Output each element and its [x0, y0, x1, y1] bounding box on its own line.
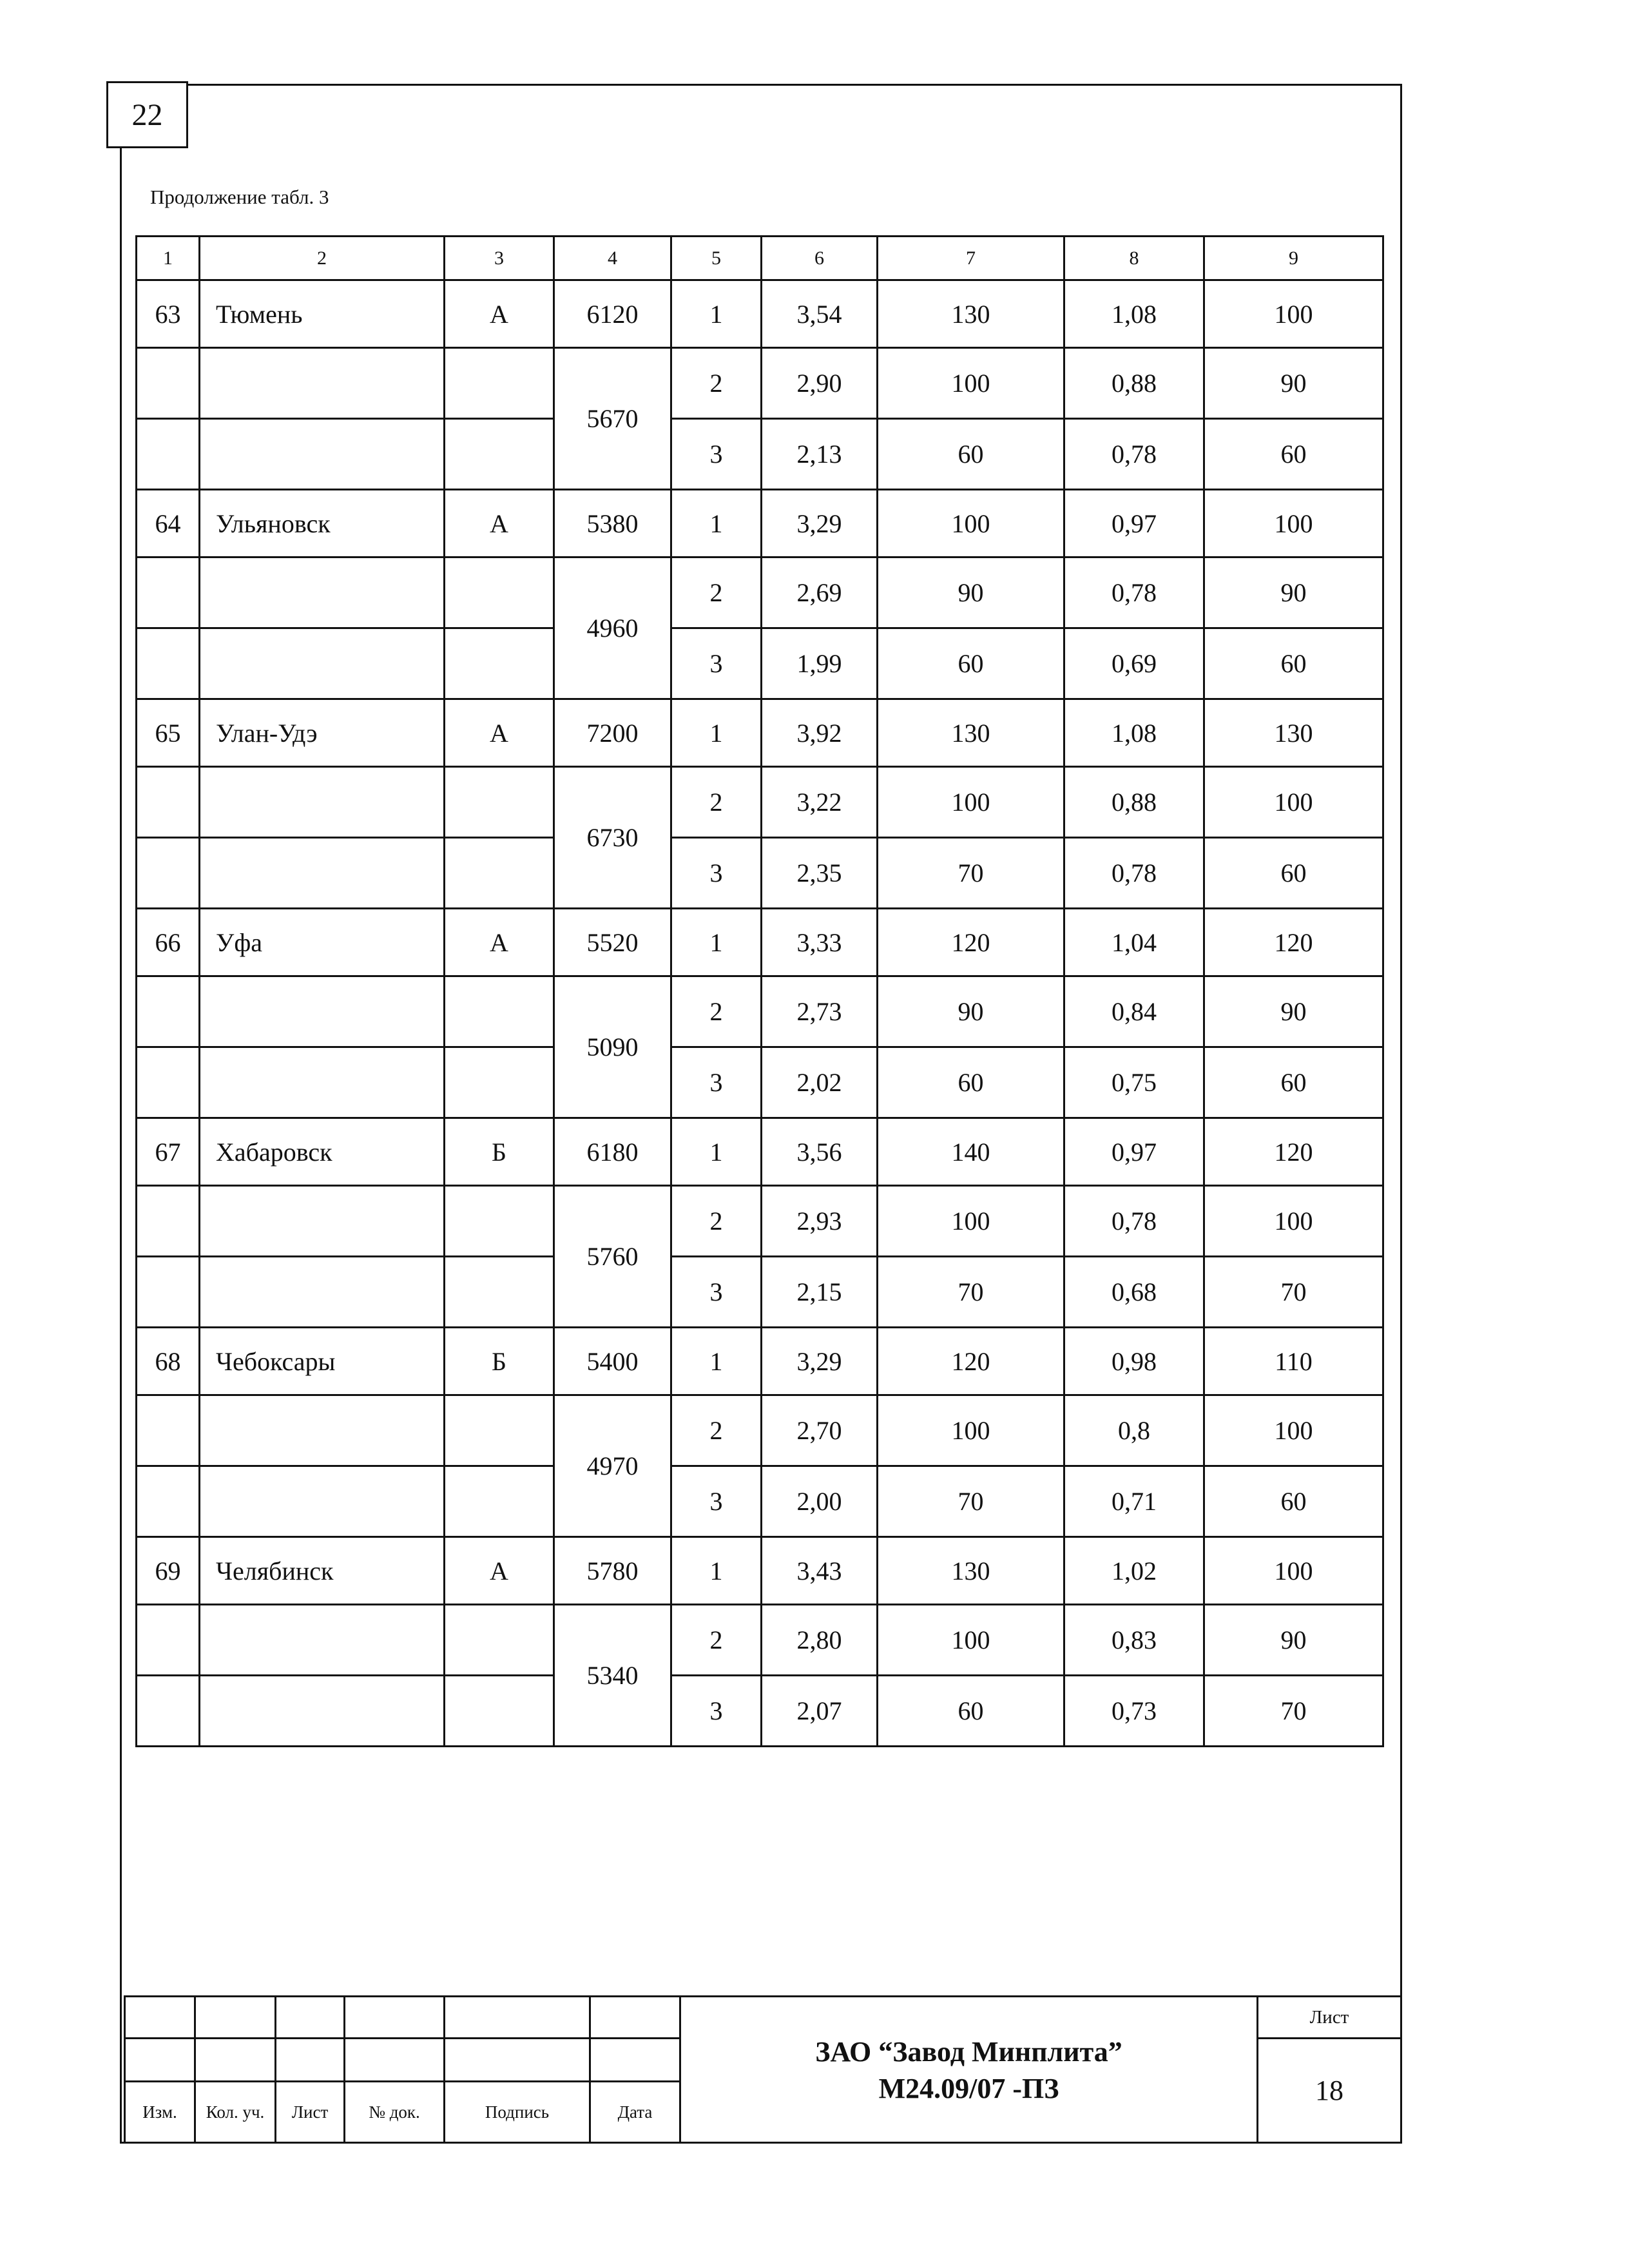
value-cell: 0,78 — [1064, 557, 1204, 628]
table-row — [137, 1047, 1383, 1118]
header-cell: 4 — [554, 237, 671, 280]
city-cell — [200, 1466, 445, 1537]
city-cell — [200, 557, 445, 628]
zone-cell — [445, 419, 554, 490]
table-row — [137, 490, 1383, 557]
row-number-cell — [137, 1395, 200, 1466]
value-cell: 3,33 — [762, 909, 878, 976]
row-number-cell: 68 — [137, 1328, 200, 1395]
zone-cell: А — [445, 490, 554, 557]
value-cell: 60 — [878, 419, 1064, 490]
row-number-cell — [137, 1605, 200, 1676]
zone-cell — [445, 348, 554, 419]
value-cell: 1 — [671, 1118, 762, 1186]
table-caption: Продолжение табл. 3 — [150, 186, 329, 208]
value-cell: 120 — [878, 1328, 1064, 1395]
city-cell: Улан-Удэ — [200, 699, 445, 767]
value-cell: 2 — [671, 1186, 762, 1257]
value-cell: 120 — [1204, 1118, 1383, 1186]
row-number-cell: 65 — [137, 699, 200, 767]
value-cell: 110 — [1204, 1328, 1383, 1395]
stamp-cell — [445, 1997, 590, 2039]
value-cell: 3 — [671, 1676, 762, 1747]
value-cell: 100 — [878, 767, 1064, 838]
stamp-cell — [276, 1997, 345, 2039]
zone-cell: А — [445, 909, 554, 976]
value-cell: 90 — [1204, 1605, 1383, 1676]
value-cell: 3,54 — [762, 280, 878, 348]
row-number-cell — [137, 1047, 200, 1118]
stamp-cell — [445, 2039, 590, 2082]
city-cell — [200, 767, 445, 838]
value-cell: 70 — [878, 838, 1064, 909]
city-cell — [200, 348, 445, 419]
value-cell: 0,97 — [1064, 490, 1204, 557]
value-cell: 2,93 — [762, 1186, 878, 1257]
value-cell: 60 — [878, 628, 1064, 699]
zone-cell — [445, 1605, 554, 1676]
stamp-cell — [276, 2039, 345, 2082]
stamp-cell — [125, 2039, 195, 2082]
row-number-cell — [137, 557, 200, 628]
zone-cell — [445, 1257, 554, 1328]
value-cell: 0,75 — [1064, 1047, 1204, 1118]
value-cell: 3 — [671, 1257, 762, 1328]
header-cell: 3 — [445, 237, 554, 280]
value-cell: 130 — [878, 699, 1064, 767]
value-cell: 100 — [1204, 490, 1383, 557]
header-cell: 5 — [671, 237, 762, 280]
city-cell — [200, 1186, 445, 1257]
table-row — [137, 1605, 1383, 1676]
value-cell: 3,29 — [762, 490, 878, 557]
value-cell: 2 — [671, 1605, 762, 1676]
value-cell: 0,69 — [1064, 628, 1204, 699]
value-cell: 3 — [671, 419, 762, 490]
col4-cell: 7200 — [554, 699, 671, 767]
value-cell: 2 — [671, 976, 762, 1047]
stamp-cell — [590, 1997, 680, 2039]
city-cell — [200, 976, 445, 1047]
row-number-cell: 64 — [137, 490, 200, 557]
value-cell: 60 — [1204, 628, 1383, 699]
page-number: 22 — [106, 81, 188, 148]
value-cell: 3,43 — [762, 1537, 878, 1605]
value-cell: 2 — [671, 557, 762, 628]
col4-cell: 5090 — [554, 976, 671, 1118]
value-cell: 60 — [1204, 1047, 1383, 1118]
row-number-cell — [137, 1257, 200, 1328]
value-cell: 70 — [1204, 1257, 1383, 1328]
col4-cell: 5380 — [554, 490, 671, 557]
table-row — [137, 838, 1383, 909]
city-cell — [200, 838, 445, 909]
value-cell: 70 — [878, 1466, 1064, 1537]
stamp-cell — [125, 1997, 195, 2039]
zone-cell — [445, 1186, 554, 1257]
table-row — [137, 767, 1383, 838]
value-cell: 60 — [1204, 838, 1383, 909]
zone-cell: А — [445, 699, 554, 767]
value-cell: 1 — [671, 490, 762, 557]
header-row — [137, 237, 1383, 280]
value-cell: 0,8 — [1064, 1395, 1204, 1466]
value-cell: 60 — [1204, 419, 1383, 490]
header-cell: 8 — [1064, 237, 1204, 280]
table-row — [137, 1676, 1383, 1747]
value-cell: 100 — [878, 1186, 1064, 1257]
table-row — [137, 628, 1383, 699]
zone-cell — [445, 557, 554, 628]
stamp-cell — [590, 2039, 680, 2082]
value-cell: 90 — [878, 976, 1064, 1047]
value-cell: 70 — [878, 1257, 1064, 1328]
value-cell: 3,56 — [762, 1118, 878, 1186]
city-cell — [200, 1395, 445, 1466]
col4-cell: 5340 — [554, 1605, 671, 1747]
value-cell: 100 — [1204, 1537, 1383, 1605]
table-body — [137, 237, 1383, 1747]
stamp-label-change: Изм. — [125, 2082, 195, 2143]
table-row — [137, 1466, 1383, 1537]
row-number-cell — [137, 976, 200, 1047]
col4-cell: 4970 — [554, 1395, 671, 1537]
value-cell: 130 — [878, 1537, 1064, 1605]
value-cell: 0,83 — [1064, 1605, 1204, 1676]
value-cell: 60 — [1204, 1466, 1383, 1537]
col4-cell: 4960 — [554, 557, 671, 699]
value-cell: 3,29 — [762, 1328, 878, 1395]
value-cell: 100 — [1204, 767, 1383, 838]
stamp-cell — [345, 2039, 445, 2082]
stamp-cell — [195, 2039, 276, 2082]
table-row — [137, 1537, 1383, 1605]
zone-cell — [445, 1395, 554, 1466]
value-cell: 60 — [878, 1676, 1064, 1747]
value-cell: 90 — [1204, 976, 1383, 1047]
value-cell: 90 — [1204, 557, 1383, 628]
row-number-cell: 66 — [137, 909, 200, 976]
zone-cell: Б — [445, 1328, 554, 1395]
row-number-cell — [137, 1186, 200, 1257]
value-cell: 100 — [878, 348, 1064, 419]
row-number-cell — [137, 838, 200, 909]
value-cell: 0,97 — [1064, 1118, 1204, 1186]
value-cell: 100 — [1204, 1395, 1383, 1466]
table-row — [137, 419, 1383, 490]
value-cell: 3 — [671, 628, 762, 699]
city-cell — [200, 628, 445, 699]
row-number-cell — [137, 348, 200, 419]
table-row — [137, 976, 1383, 1047]
value-cell: 100 — [1204, 1186, 1383, 1257]
value-cell: 3,92 — [762, 699, 878, 767]
table-row — [137, 1257, 1383, 1328]
sheet-label: Лист — [1258, 1997, 1401, 2039]
value-cell: 60 — [878, 1047, 1064, 1118]
city-cell: Чебоксары — [200, 1328, 445, 1395]
row-number-cell — [137, 767, 200, 838]
city-cell: Тюмень — [200, 280, 445, 348]
zone-cell: А — [445, 1537, 554, 1605]
zone-cell — [445, 838, 554, 909]
col4-cell: 5670 — [554, 348, 671, 490]
value-cell: 2,07 — [762, 1676, 878, 1747]
table-row — [137, 1118, 1383, 1186]
value-cell: 1 — [671, 280, 762, 348]
value-cell: 1,02 — [1064, 1537, 1204, 1605]
stamp-label-sheet: Лист — [276, 2082, 345, 2143]
col4-cell: 5780 — [554, 1537, 671, 1605]
zone-cell — [445, 628, 554, 699]
value-cell: 2,80 — [762, 1605, 878, 1676]
table-row — [137, 280, 1383, 348]
stamp-label-doc-number: № док. — [345, 2082, 445, 2143]
stamp-label-count: Кол. уч. — [195, 2082, 276, 2143]
row-number-cell: 69 — [137, 1537, 200, 1605]
zone-cell — [445, 1676, 554, 1747]
data-table — [135, 235, 1384, 1747]
value-cell: 2 — [671, 1395, 762, 1466]
stamp-cell — [345, 1997, 445, 2039]
table-row — [137, 1328, 1383, 1395]
value-cell: 90 — [1204, 348, 1383, 419]
value-cell: 0,68 — [1064, 1257, 1204, 1328]
value-cell: 1,99 — [762, 628, 878, 699]
value-cell: 0,98 — [1064, 1328, 1204, 1395]
col4-cell: 5760 — [554, 1186, 671, 1328]
stamp-label-date: Дата — [590, 2082, 680, 2143]
value-cell: 0,71 — [1064, 1466, 1204, 1537]
value-cell: 2 — [671, 767, 762, 838]
value-cell: 2,00 — [762, 1466, 878, 1537]
value-cell: 2,02 — [762, 1047, 878, 1118]
table-row — [137, 699, 1383, 767]
city-cell: Челябинск — [200, 1537, 445, 1605]
city-cell — [200, 419, 445, 490]
value-cell: 100 — [1204, 280, 1383, 348]
table-row — [137, 1395, 1383, 1466]
city-cell — [200, 1676, 445, 1747]
zone-cell — [445, 976, 554, 1047]
value-cell: 1 — [671, 699, 762, 767]
value-cell: 2,90 — [762, 348, 878, 419]
header-cell: 2 — [200, 237, 445, 280]
col4-cell: 5520 — [554, 909, 671, 976]
table-row — [137, 557, 1383, 628]
stamp-label-signature: Подпись — [445, 2082, 590, 2143]
table-row — [137, 348, 1383, 419]
value-cell: 3 — [671, 838, 762, 909]
value-cell: 0,88 — [1064, 767, 1204, 838]
zone-cell — [445, 1466, 554, 1537]
value-cell: 100 — [878, 1605, 1064, 1676]
zone-cell: Б — [445, 1118, 554, 1186]
city-cell: Уфа — [200, 909, 445, 976]
value-cell: 130 — [878, 280, 1064, 348]
header-cell: 6 — [762, 237, 878, 280]
value-cell: 2,13 — [762, 419, 878, 490]
row-number-cell — [137, 419, 200, 490]
city-cell: Ульяновск — [200, 490, 445, 557]
city-cell — [200, 1047, 445, 1118]
value-cell: 3 — [671, 1047, 762, 1118]
value-cell: 120 — [878, 909, 1064, 976]
city-cell — [200, 1257, 445, 1328]
value-cell: 2,35 — [762, 838, 878, 909]
value-cell: 2,73 — [762, 976, 878, 1047]
stamp-title — [680, 1997, 1258, 2143]
header-cell: 7 — [878, 237, 1064, 280]
header-cell: 9 — [1204, 237, 1383, 280]
col4-cell: 6730 — [554, 767, 671, 909]
city-cell — [200, 1605, 445, 1676]
value-cell: 1 — [671, 1328, 762, 1395]
row-number-cell — [137, 1676, 200, 1747]
value-cell: 2,69 — [762, 557, 878, 628]
col4-cell: 5400 — [554, 1328, 671, 1395]
value-cell: 0,78 — [1064, 838, 1204, 909]
value-cell: 1,08 — [1064, 699, 1204, 767]
value-cell: 2,70 — [762, 1395, 878, 1466]
value-cell: 120 — [1204, 909, 1383, 976]
document-code: М24.09/07 -ПЗ — [878, 2072, 1059, 2104]
header-cell: 1 — [137, 237, 200, 280]
table-row — [137, 909, 1383, 976]
stamp-cell — [195, 1997, 276, 2039]
value-cell: 3,22 — [762, 767, 878, 838]
value-cell: 0,73 — [1064, 1676, 1204, 1747]
value-cell: 0,78 — [1064, 419, 1204, 490]
city-cell: Хабаровск — [200, 1118, 445, 1186]
col4-cell: 6120 — [554, 280, 671, 348]
row-number-cell — [137, 1466, 200, 1537]
value-cell: 100 — [878, 1395, 1064, 1466]
value-cell: 2 — [671, 348, 762, 419]
value-cell: 0,88 — [1064, 348, 1204, 419]
col4-cell: 6180 — [554, 1118, 671, 1186]
value-cell: 1 — [671, 909, 762, 976]
value-cell: 130 — [1204, 699, 1383, 767]
zone-cell — [445, 1047, 554, 1118]
zone-cell — [445, 767, 554, 838]
value-cell: 0,78 — [1064, 1186, 1204, 1257]
value-cell: 1,08 — [1064, 280, 1204, 348]
table-row — [137, 1186, 1383, 1257]
value-cell: 100 — [878, 490, 1064, 557]
company-name: ЗАО “Завод Минплита” — [815, 2035, 1122, 2068]
value-cell: 3 — [671, 1466, 762, 1537]
row-number-cell: 63 — [137, 280, 200, 348]
value-cell: 2,15 — [762, 1257, 878, 1328]
value-cell: 90 — [878, 557, 1064, 628]
zone-cell: А — [445, 280, 554, 348]
value-cell: 1 — [671, 1537, 762, 1605]
value-cell: 140 — [878, 1118, 1064, 1186]
sheet-number: 18 — [1258, 2039, 1401, 2143]
title-block — [124, 1995, 1402, 2144]
value-cell: 0,84 — [1064, 976, 1204, 1047]
value-cell: 70 — [1204, 1676, 1383, 1747]
value-cell: 1,04 — [1064, 909, 1204, 976]
row-number-cell — [137, 628, 200, 699]
row-number-cell: 67 — [137, 1118, 200, 1186]
